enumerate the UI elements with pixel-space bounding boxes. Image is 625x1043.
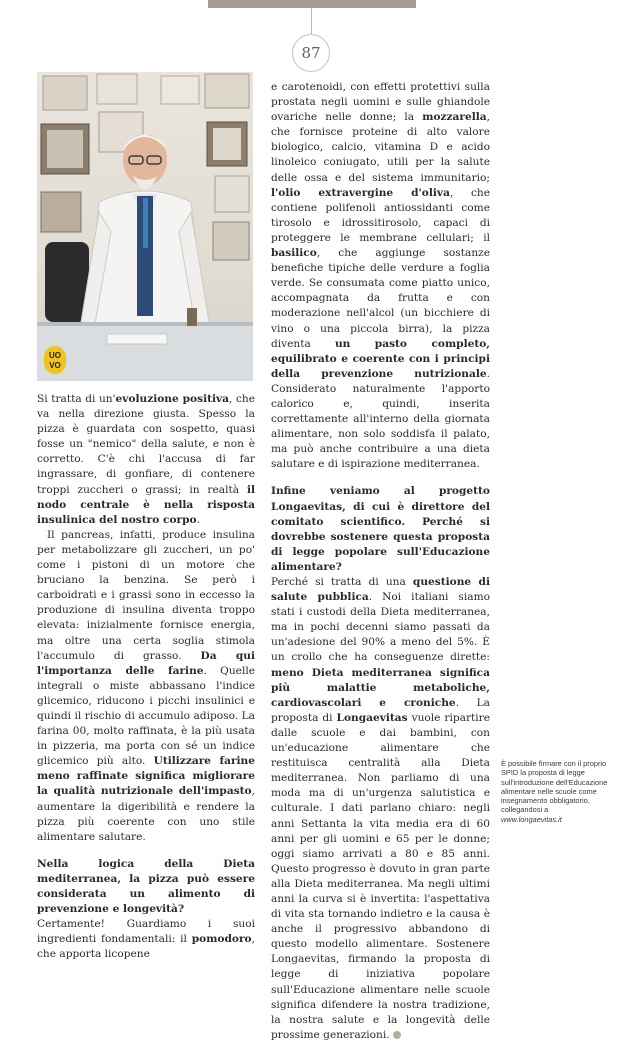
uovo-logo: [44, 346, 66, 374]
doctor-photo: [37, 72, 253, 381]
paragraph-evoluzione: Si tratta di un'evoluzione positiva, che va nella direzione giusta. Spesso la pizza è guardata con sospetto, quasi fosse un "nemico" della salute, e non è corretto. C'è chi l'accusa di far ingrassare, di gonfiare, di contenere troppi zuccheri o grassi; in realtà il nodo centrale è nella risposta insulinica del nostro corpo.: [37, 393, 255, 526]
header-bar: [208, 0, 416, 8]
paragraph-salute-pubblica: Perché si tratta di una questione di salute pubblica. Noi italiani siamo stati i custodi della Dieta mediterranea, ma in pochi decenni siamo passati da un'adesione del 90% a meno del 5%. È un crollo che ha conseguenze dirette: meno Dieta mediterranea significa più malattie metaboliche, cardiovascolari e croniche. La proposta di Longaevitas vuole ripartire dalle scuole e dai bambini, con un'educazione alimentare che restituisca centralità alla Dieta mediterranea. Non parliamo di una moda ma di un'urgenza salutistica e culturale. I dati parlano chiaro: negli anni Settanta la vita media era di 60 anni per gli uomini e 65 per le donne; oggi siamo arrivati a 80 e 85 anni. Questo progresso è dovuto in gran parte alla Dieta mediterranea. Ma negli ultimi anni la curva si è invertita: l'aspettativa di vita sta tornando indietro e la causa è anche il progressivo abbandono di questo modello alimentare. Sostenere Longaevitas, firmando la proposta di legge di iniziativa popolare sull'Educazione alimentare nelle scuole significa difendere la nostra tradizione, la nostra salute e la longevità delle prossime generazioni.: [271, 576, 490, 1041]
svg-text:UO: UO: [49, 351, 61, 360]
sidebar-note: È possibile firmare con il proprio SPID la proposta di legge sull'introduzione dell'Educazione alimentare nelle scuole come insegnamento obbligatorio, collegandosi a www.longaevitas.it: [501, 759, 608, 824]
page-number: 87: [292, 34, 330, 72]
paragraph-ingredienti: Certamente! Guardiamo i suoi ingredienti fondamentali: il pomodoro, che apporta licopene: [37, 918, 255, 961]
longaevitas-link[interactable]: www.longaevitas.it: [501, 814, 562, 824]
paragraph-pancreas: Il pancreas, infatti, produce insulina per metabolizzare gli zuccheri, un po' come i pistoni di un motore che bruciano la benzina. Se però i carboidrati e i grassi sono in eccesso la produzione di insulina diventa troppo elevata: inizialmente fornisce energia, ma oltre una certa soglia stimola l'accumulo di grasso. Da qui l'importanza delle farine. Quelle integrali o miste abbassano l'indice glicemico, riducono i picchi insulinici e quindi il rischio di accumulo adiposo. La farina 00, molto raffinata, è la più usata in pizzeria, ma porta con sé un indice glicemico più alto. Utilizzare farine meno raffinate significa migliorare la qualità nutrizionale dell'impasto, aumentare la digeribilità e rendere la pizza più coerente con uno stile alimentare salutare.: [37, 528, 255, 843]
end-of-article-icon: [393, 1031, 401, 1039]
interview-question-dieta: Nella logica della Dieta mediterranea, la pizza può essere considerata un alimento di prevenzione e longevità?: [37, 857, 255, 916]
svg-text:VO: VO: [49, 361, 61, 370]
uovo-logo-mark: [44, 346, 66, 374]
paragraph-carotenoidi: e carotenoidi, con effetti protettivi sulla prostata negli uomini e sulle ghiandole ovariche nelle donne; la mozzarella, che fornisce proteine di alto valore biologico, calcio, vitamina D e acido linoleico coniugato, utili per la salute delle ossa e del sistema immunitario; l'olio extravergine d'oliva, che contiene polifenoli antiossidanti come tirosolo e idrossitirosolo, capaci di proteggere le membrane cellulari; il basilico, che aggiunge sostanze benefiche tipiche delle verdure a foglia verde. Se consumata come piatto unico, accompagnata da frutta e con moderazione nell'alcol (un bicchiere di vino o una piccola birra), la pizza diventa un pasto completo, equilibrato e coerente con i principi della prevenzione nutrizionale. Considerato naturalmente l'apporto calorico e, quindi, inserita correttamente all'interno della giornata alimentare, non solo soddisfa il palato, ma può anche contribuire a una dieta salutare e di ispirazione mediterranea.: [271, 81, 491, 471]
left-column: [37, 392, 255, 962]
photo-illustration: [37, 72, 253, 381]
interview-question-longaevitas: Infine veniamo al progetto Longaevitas, di cui è direttore del comitato scientifico. Perché si dovrebbe sostenere questa proposta di legge popolare sull'Educazione alimentare?: [271, 485, 490, 573]
right-column: [271, 80, 490, 1043]
header-divider-line: [311, 8, 312, 34]
